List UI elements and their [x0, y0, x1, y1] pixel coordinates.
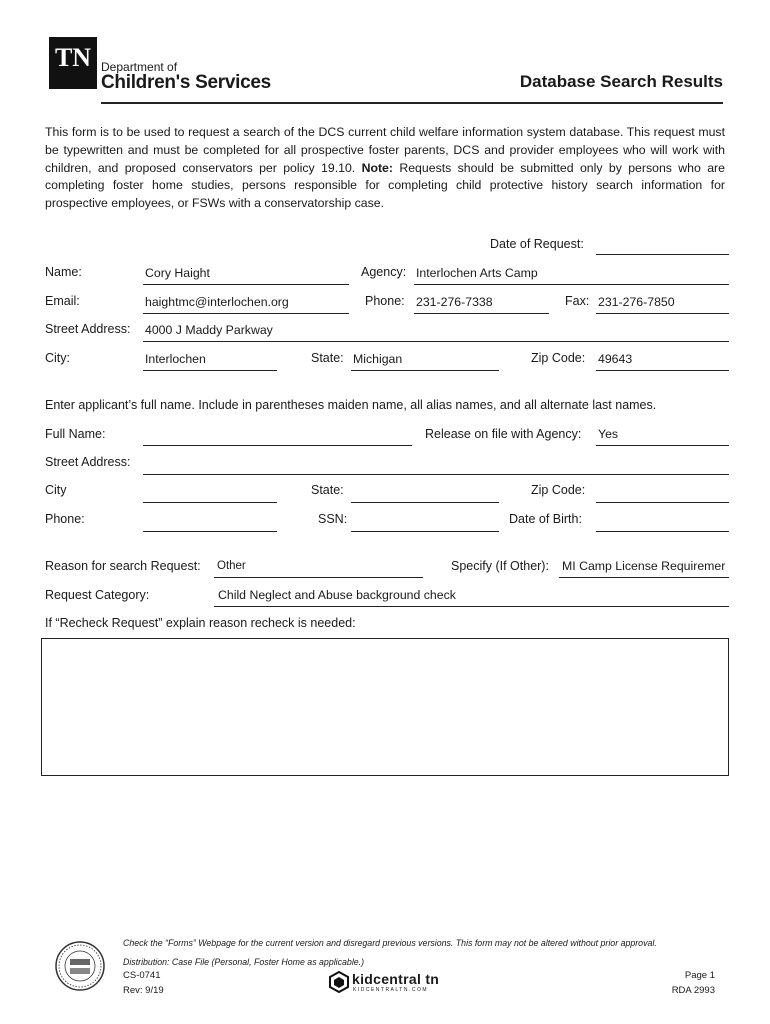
kidcentral-logo-icon — [329, 971, 349, 993]
street-label: Street Address: — [45, 322, 131, 336]
state-field[interactable] — [351, 352, 499, 371]
applicant-phone-field[interactable] — [143, 531, 277, 532]
page-number: Page 1 — [684, 970, 715, 981]
specify-value: MI Camp License Requiremer — [562, 559, 726, 573]
email-field[interactable] — [143, 295, 349, 314]
release-value: Yes — [598, 427, 619, 441]
applicant-city-label: City — [45, 483, 67, 497]
fullname-label: Full Name: — [45, 427, 106, 441]
street-value: 4000 J Maddy Parkway — [145, 323, 273, 337]
city-value: Interlochen — [145, 352, 206, 366]
street-field[interactable] — [143, 323, 729, 342]
intro-text-1: This form is to be used to request a search of the DCS current child welfare information system database. This request must be typewritten and must be completed for all prospective foster parents, DCS and provider employees who will work with children, and proposed conservators per policy 19.10. — [45, 125, 725, 175]
form-number: CS-0741 — [123, 970, 161, 981]
applicant-phone-label: Phone: — [45, 512, 85, 526]
kidcentral-brand: kidcentral tn — [352, 971, 440, 987]
phone-label: Phone: — [365, 294, 405, 308]
reason-select[interactable] — [214, 560, 423, 578]
applicant-street-field[interactable] — [143, 474, 729, 475]
form-title: Database Search Results — [519, 72, 723, 91]
applicant-state-field[interactable] — [351, 502, 499, 503]
date-field[interactable] — [596, 254, 729, 255]
state-seal-icon — [55, 941, 105, 991]
zip-field[interactable] — [596, 352, 729, 371]
intro-paragraph — [45, 124, 725, 213]
ssn-field[interactable] — [351, 531, 499, 532]
state-label: State: — [311, 351, 344, 365]
tn-logo — [49, 37, 97, 89]
name-label: Name: — [45, 265, 82, 279]
phone-value: 231-276-7338 — [416, 295, 493, 309]
name-value: Cory Haight — [145, 266, 210, 280]
date-label: Date of Request: — [490, 237, 584, 251]
intro-text-2: Requests should be submitted only by persons who are completing foster home studies, persons responsible for completing child protective history search information for prospective employees, or FSWs with a conservatorship case. — [45, 160, 725, 211]
dob-label: Date of Birth: — [509, 512, 582, 526]
name-field[interactable] — [143, 266, 349, 285]
intro-note-label: Note: — [361, 160, 393, 175]
agency-value: Interlochen Arts Camp — [416, 266, 538, 280]
zip-value: 49643 — [598, 352, 633, 366]
fax-value: 231-276-7850 — [598, 295, 675, 309]
reason-value: Other — [217, 560, 246, 572]
city-label: City: — [45, 351, 70, 365]
city-field[interactable] — [143, 352, 277, 371]
email-value: haightmc@interlochen.org — [145, 295, 289, 309]
logo-text: TN — [54, 43, 92, 72]
dept-line2: Children's Services — [101, 72, 271, 93]
footer-notice: Check the “Forms” Webpage for the current version and disregard previous versions. This form may not be altered without prior approval. — [123, 938, 657, 948]
state-value: Michigan — [353, 352, 403, 366]
fullname-field[interactable] — [143, 445, 412, 446]
recheck-label: If “Recheck Request” explain reason recheck is needed: — [45, 616, 356, 630]
fax-label: Fax: — [565, 294, 590, 308]
rda-number: RDA 2993 — [671, 985, 715, 996]
applicant-street-label: Street Address: — [45, 455, 131, 469]
dob-field[interactable] — [596, 531, 729, 532]
phone-field[interactable] — [414, 295, 549, 314]
dept-line1: Department of — [101, 60, 178, 74]
applicant-zip-field[interactable] — [596, 502, 729, 503]
zip-label: Zip Code: — [531, 351, 586, 365]
applicant-instructions: Enter applicant’s full name. Include in parentheses maiden name, all alias names, and all alternate last names. — [45, 398, 657, 412]
release-field[interactable] — [596, 427, 729, 446]
agency-label: Agency: — [361, 265, 407, 279]
fax-field[interactable] — [596, 295, 729, 314]
category-label: Request Category: — [45, 588, 150, 602]
revision: Rev: 9/19 — [123, 985, 164, 996]
category-value: Child Neglect and Abuse background check — [218, 588, 456, 602]
ssn-label: SSN: — [318, 512, 348, 526]
category-select[interactable] — [214, 588, 729, 607]
email-label: Email: — [45, 294, 80, 308]
specify-label: Specify (If Other): — [451, 559, 549, 573]
kidcentral-url: KIDCENTRALTN.COM — [353, 987, 429, 993]
specify-field[interactable] — [559, 557, 729, 578]
applicant-city-field[interactable] — [143, 502, 277, 503]
recheck-textarea[interactable] — [41, 638, 729, 776]
release-label: Release on file with Agency: — [425, 427, 582, 441]
reason-label: Reason for search Request: — [45, 559, 201, 573]
applicant-state-label: State: — [311, 483, 344, 497]
footer-distribution: Distribution: Case File (Personal, Foster Home as applicable.) — [123, 957, 365, 967]
header-divider — [101, 102, 723, 104]
agency-field[interactable] — [414, 266, 729, 285]
applicant-zip-label: Zip Code: — [531, 483, 586, 497]
